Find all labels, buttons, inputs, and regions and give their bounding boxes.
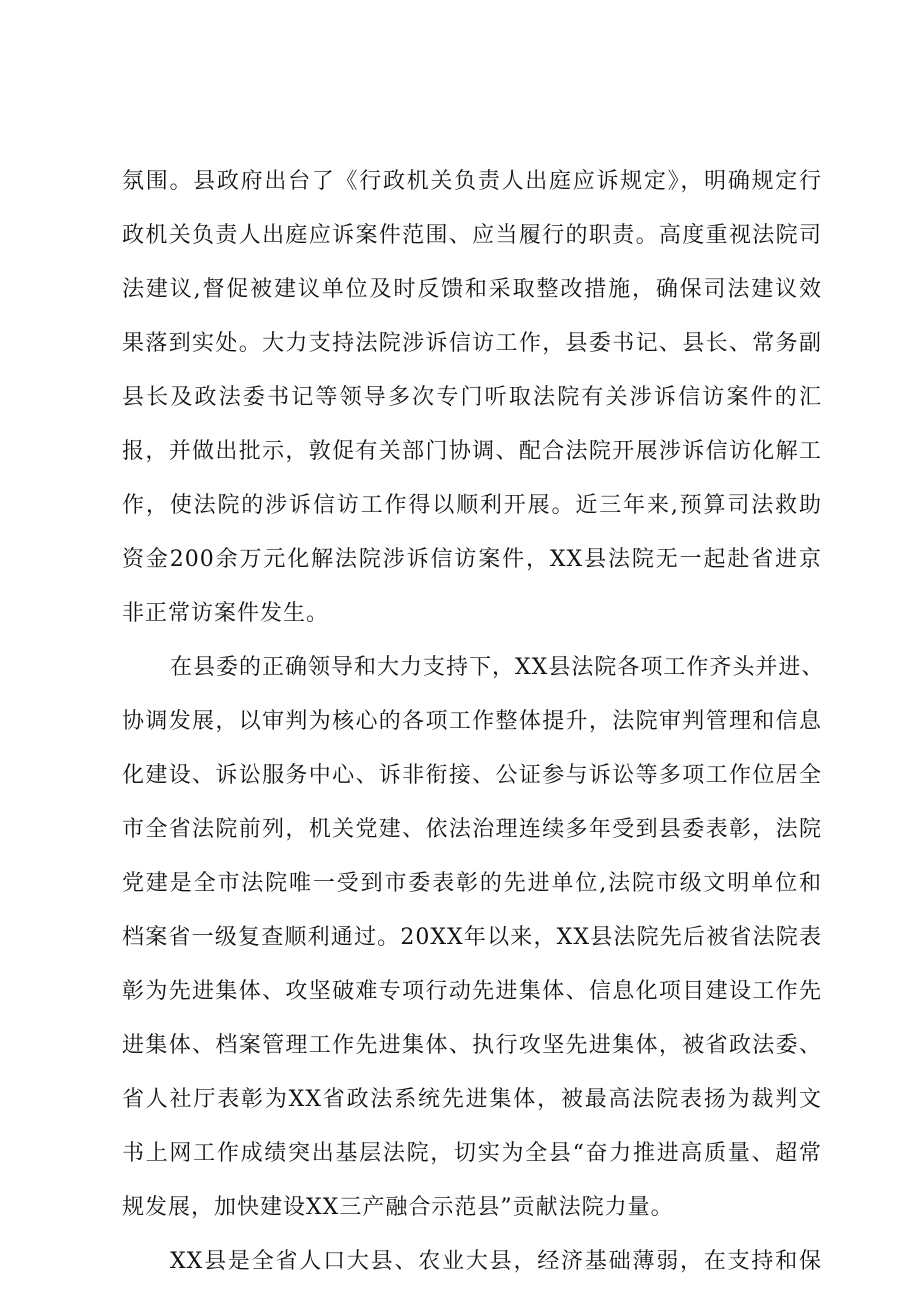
paragraph-1-line-8: 资金200余万元化解法院涉诉信访案件，XX县法院无一起赴省进京 bbox=[122, 547, 822, 572]
paragraph-1-line-9: 非正常访案件发生。 bbox=[122, 601, 330, 626]
paragraph-2-line-7: 彰为先进集体、攻坚破难专项行动先进集体、信息化项目建设工作先 bbox=[122, 979, 822, 1004]
paragraph-1-line-3: 法建议,督促被建议单位及时反馈和采取整改措施，确保司法建议效 bbox=[122, 277, 822, 302]
paragraph-2-line-5: 党建是全市法院唯一受到市委表彰的先进单位,法院市级文明单位和 bbox=[122, 871, 822, 896]
paragraph-2-line-8: 进集体、档案管理工作先进集体、执行攻坚先进集体，被省政法委、 bbox=[122, 1033, 822, 1058]
paragraph-3-line-1: XX县是全省人口大县、农业大县，经济基础薄弱，在支持和保 bbox=[170, 1249, 822, 1274]
paragraph-1-line-4: 果落到实处。大力支持法院涉诉信访工作，县委书记、县长、常务副 bbox=[122, 331, 822, 356]
paragraph-2-line-6: 档案省一级复查顺利通过。20XX年以来，XX县法院先后被省法院表 bbox=[122, 925, 822, 950]
paragraph-2-line-3: 化建设、诉讼服务中心、诉非衔接、公证参与诉讼等多项工作位居全 bbox=[122, 763, 822, 788]
paragraph-2-line-2: 协调发展，以审判为核心的各项工作整体提升，法院审判管理和信息 bbox=[122, 709, 822, 734]
paragraph-1-line-2: 政机关负责人出庭应诉案件范围、应当履行的职责。高度重视法院司 bbox=[122, 223, 822, 248]
paragraph-2-line-4: 市全省法院前列，机关党建、依法治理连续多年受到县委表彰，法院 bbox=[122, 817, 822, 842]
paragraph-2-line-10: 书上网工作成绩突出基层法院，切实为全县“奋力推进高质量、超常 bbox=[122, 1141, 822, 1166]
paragraph-2-line-11: 规发展，加快建设XX三产融合示范县”贡献法院力量。 bbox=[122, 1195, 674, 1220]
paragraph-1-line-6: 报，并做出批示，敦促有关部门协调、配合法院开展涉诉信访化解工 bbox=[122, 439, 822, 464]
paragraph-1-line-5: 县长及政法委书记等领导多次专门听取法院有关涉诉信访案件的汇 bbox=[122, 385, 822, 410]
paragraph-2-line-1: 在县委的正确领导和大力支持下，XX县法院各项工作齐头并进、 bbox=[170, 655, 825, 680]
paragraph-2-line-9: 省人社厅表彰为XX省政法系统先进集体，被最高法院表扬为裁判文 bbox=[122, 1087, 822, 1112]
paragraph-1-line-1: 氛围。县政府出台了《行政机关负责人出庭应诉规定》，明确规定行 bbox=[122, 169, 822, 194]
paragraph-1-line-7: 作，使法院的涉诉信访工作得以顺利开展。近三年来,预算司法救助 bbox=[122, 493, 822, 518]
